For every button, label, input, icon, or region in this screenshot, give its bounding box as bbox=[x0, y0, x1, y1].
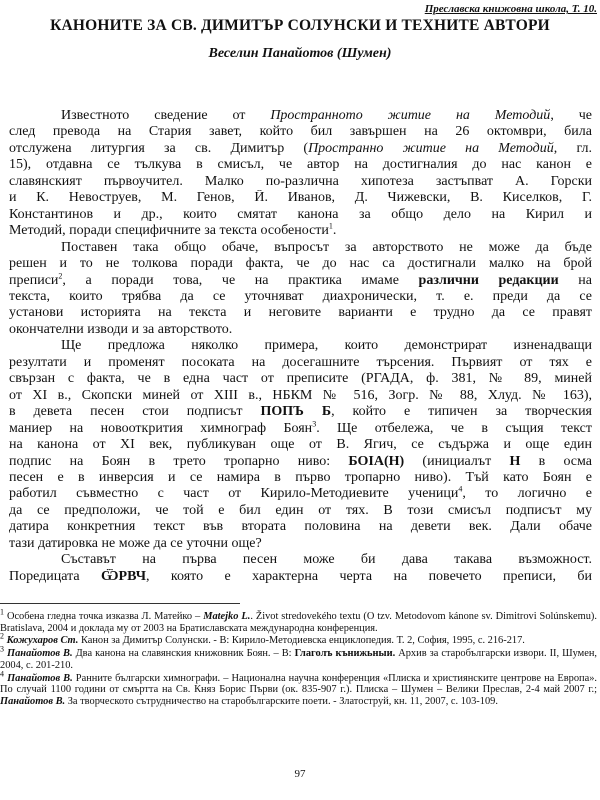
footnote-ref[interactable]: 4 bbox=[0, 669, 4, 679]
footnote bbox=[0, 607, 597, 634]
text-run: Пространно житие на Методий bbox=[308, 140, 554, 156]
text-run: БОIА(Н) bbox=[348, 453, 405, 469]
article-body bbox=[9, 108, 592, 585]
text-run: Поставен така общо обаче, въпросът за авторството не може да бъде bbox=[61, 239, 592, 255]
text-run: 15), отдавна се тълкува в смисъл, че автор на достигналия до нас канон е bbox=[9, 157, 592, 173]
text-line bbox=[9, 240, 592, 256]
text-run: Два канона на славянския книжовник Боян. – В: bbox=[72, 648, 295, 660]
text-run: ѾРВЧ bbox=[101, 568, 146, 584]
article-author: Веселин Панайотов (Шумен) bbox=[208, 46, 392, 61]
text-run: Константинов и др., които смятат канона за общо дело на Кирил и bbox=[9, 206, 592, 222]
footnote-ref[interactable]: 3 bbox=[312, 420, 317, 428]
text-line bbox=[9, 552, 592, 568]
text-run: текста, които трябва да се уточняват диахронически, т. е. преди да се bbox=[9, 288, 592, 304]
text-line bbox=[9, 289, 592, 305]
footnote-ref[interactable]: 1 bbox=[328, 223, 333, 231]
text-line bbox=[9, 437, 592, 453]
footnotes bbox=[0, 607, 598, 709]
text-run: , а поради това, че на практика имаме bbox=[62, 272, 419, 288]
text-line bbox=[9, 223, 592, 239]
text-line bbox=[9, 256, 592, 272]
text-run: Ранните български химнографи. – Национална научна конференция «Плиска и християнските центрове на Европа». По случай 1100 години от смъртта на Св. Княз Борис Първи (ок. 835-907 г.). Плиска – Шумен – Велики Преслав, 2-4 май 2007 г.; bbox=[0, 672, 597, 696]
text-line bbox=[9, 305, 592, 321]
text-line bbox=[9, 454, 592, 470]
text-line bbox=[9, 536, 592, 552]
text-line bbox=[9, 421, 592, 437]
text-run: Поредицата bbox=[9, 568, 102, 584]
text-run: Н bbox=[509, 453, 521, 469]
page-number: 97 bbox=[294, 768, 306, 780]
text-run: Съставът на първа песен може би дава такава възможност. bbox=[61, 552, 592, 568]
text-run: работил съвместно с част от Кирило-Методиевите ученици bbox=[9, 486, 459, 502]
paragraph bbox=[9, 108, 592, 240]
paragraph bbox=[9, 240, 592, 339]
text-run: резултати и променят посоката на досегашните търсения. Първият от тях е bbox=[9, 354, 592, 370]
text-run: окончателни изводи и за авторството. bbox=[9, 321, 233, 337]
text-line bbox=[9, 190, 592, 206]
paragraph bbox=[9, 338, 592, 552]
text-run: Панайотов В. bbox=[0, 695, 66, 707]
text-line bbox=[9, 470, 592, 486]
text-run: Matejko L. bbox=[203, 611, 251, 622]
text-run: Методий, поради специфичните за текста особености bbox=[9, 223, 329, 239]
running-header: Преславска книжовна школа, Т. 10. bbox=[424, 3, 597, 15]
text-run: след превода на Стария завет, който бил завършен на 26 октомври, била bbox=[9, 124, 592, 140]
text-line bbox=[9, 371, 592, 387]
text-run: свързан с факта, че в една част от преписите (РГАДА, ф. 381, № 89, миней bbox=[9, 371, 592, 387]
text-run: , която е характерна черта на повечето преписи, би bbox=[146, 568, 592, 584]
text-run: . Život stredovekého textu (O tzv. Metodovom kánone sv. Dimitrovi Solúnskemu). Bratislava, 2004 и доклада му от 2003 на Братиславската международна конференция. bbox=[0, 611, 597, 634]
text-run: различни редакции bbox=[418, 272, 559, 288]
text-run: отслужена литургия за св. Димитър ( bbox=[9, 140, 309, 156]
text-run: Пространното житие на Методий bbox=[270, 108, 551, 123]
footnote bbox=[0, 669, 597, 708]
text-line bbox=[9, 124, 592, 140]
text-run: За творческото сътрудничество на старобългарските поети. - Златоструй, кн. 11, 2007, с. 103-109. bbox=[65, 695, 498, 707]
text-line bbox=[9, 157, 592, 173]
text-run: (инициалът bbox=[404, 453, 510, 469]
text-run: тази датировка не може да се уточни още? bbox=[9, 535, 262, 551]
text-run: Панайотов В. bbox=[7, 672, 73, 684]
paragraph bbox=[9, 552, 592, 585]
text-line bbox=[9, 174, 592, 190]
text-run: . bbox=[332, 223, 337, 239]
text-run: решен и то не толкова поради факта, че до нас са достигнали малко на брой bbox=[9, 256, 592, 272]
text-line bbox=[9, 108, 592, 124]
text-run: от XI в., Скопски миней от XIII в., НБКМ № 516, Зогр. № 88, Хлуд. № 163), bbox=[9, 387, 592, 403]
text-run: Панайотов В. bbox=[7, 648, 73, 660]
text-run: Ще предложа няколко примера, които демонстрират изненадващи bbox=[61, 338, 592, 354]
text-run: , че bbox=[550, 108, 592, 123]
text-run: , който е типичен за творческия bbox=[331, 404, 592, 420]
footnote-divider bbox=[0, 603, 240, 604]
text-run: Особена гледна точка изказва Л. Матейко – bbox=[4, 611, 204, 622]
text-line bbox=[9, 273, 592, 289]
text-run: Кожухаров Ст. bbox=[6, 635, 79, 647]
text-run: датира конкретния текст във втората половина на девети век. Дали обаче bbox=[9, 519, 592, 535]
text-run: Глаголъ кънижьныи. bbox=[294, 648, 396, 660]
text-run: в девета песен стои подписът bbox=[9, 404, 261, 420]
text-line bbox=[9, 404, 592, 420]
text-line bbox=[9, 569, 592, 585]
text-line bbox=[9, 207, 592, 223]
footnote bbox=[0, 631, 597, 647]
text-line bbox=[9, 322, 592, 338]
text-run: , то логично е bbox=[462, 486, 592, 502]
footnote-ref[interactable]: 4 bbox=[458, 486, 463, 494]
text-run: на канона от XI век, публикуван още от В. Ягич, се съдържа и още един bbox=[9, 437, 592, 453]
text-run: Известното сведение от bbox=[61, 108, 271, 123]
text-run: подпис на Боян в трето тропарно ниво: bbox=[9, 453, 349, 469]
text-run: песен е в инверсия и се намира в първо тропарно ниво). Тъй като Боян е bbox=[9, 469, 592, 485]
text-line bbox=[9, 388, 592, 404]
footnote-ref[interactable]: 2 bbox=[58, 272, 63, 280]
text-run: ПОПЪ Б bbox=[260, 404, 332, 420]
footnote-ref[interactable]: 1 bbox=[0, 607, 4, 617]
text-run: преписи bbox=[9, 272, 59, 288]
text-run: на bbox=[558, 272, 592, 288]
text-line bbox=[9, 355, 592, 371]
text-run: славянският първоучител. Малко по-различна хипотеза застъпват А. Горски bbox=[9, 173, 592, 189]
text-run: маниер на новооткрития химнограф Боян bbox=[9, 420, 313, 436]
text-run: Канон за Димитър Солунски. - В: Кирило-Методиевска енциклопедия. Т. 2, София, 1995, с. 216-217. bbox=[78, 635, 525, 647]
article-title: КАНОНИТЕ ЗА СВ. ДИМИТЪР СОЛУНСКИ И ТЕХНИТЕ АВТОРИ bbox=[50, 17, 550, 34]
text-line bbox=[9, 338, 592, 354]
text-run: установи историята на текста и неговите варианти е трудно да се правят bbox=[9, 305, 592, 321]
text-line bbox=[9, 519, 592, 535]
footnote-ref[interactable]: 2 bbox=[0, 631, 4, 641]
footnote-ref[interactable]: 3 bbox=[0, 644, 4, 654]
footnote bbox=[0, 644, 598, 671]
text-run: , гл. bbox=[553, 140, 592, 156]
text-run: в осма bbox=[520, 453, 592, 469]
text-run: да се предположи, че той е бил един от тях. В този смисъл подписът му bbox=[9, 502, 592, 518]
text-line bbox=[9, 503, 592, 519]
text-line bbox=[9, 486, 592, 502]
text-run: . Ще отбележа, че в същия текст bbox=[316, 420, 592, 436]
text-run: Архив за старобългарски извори. II, Шумен, 2004, с. 201-210. bbox=[0, 648, 598, 671]
text-run: и К. Невоструев, М. Генов, Й. Иванов, Д. Чижевски, В. Киселков, Г. bbox=[9, 190, 592, 206]
text-line bbox=[9, 141, 592, 157]
